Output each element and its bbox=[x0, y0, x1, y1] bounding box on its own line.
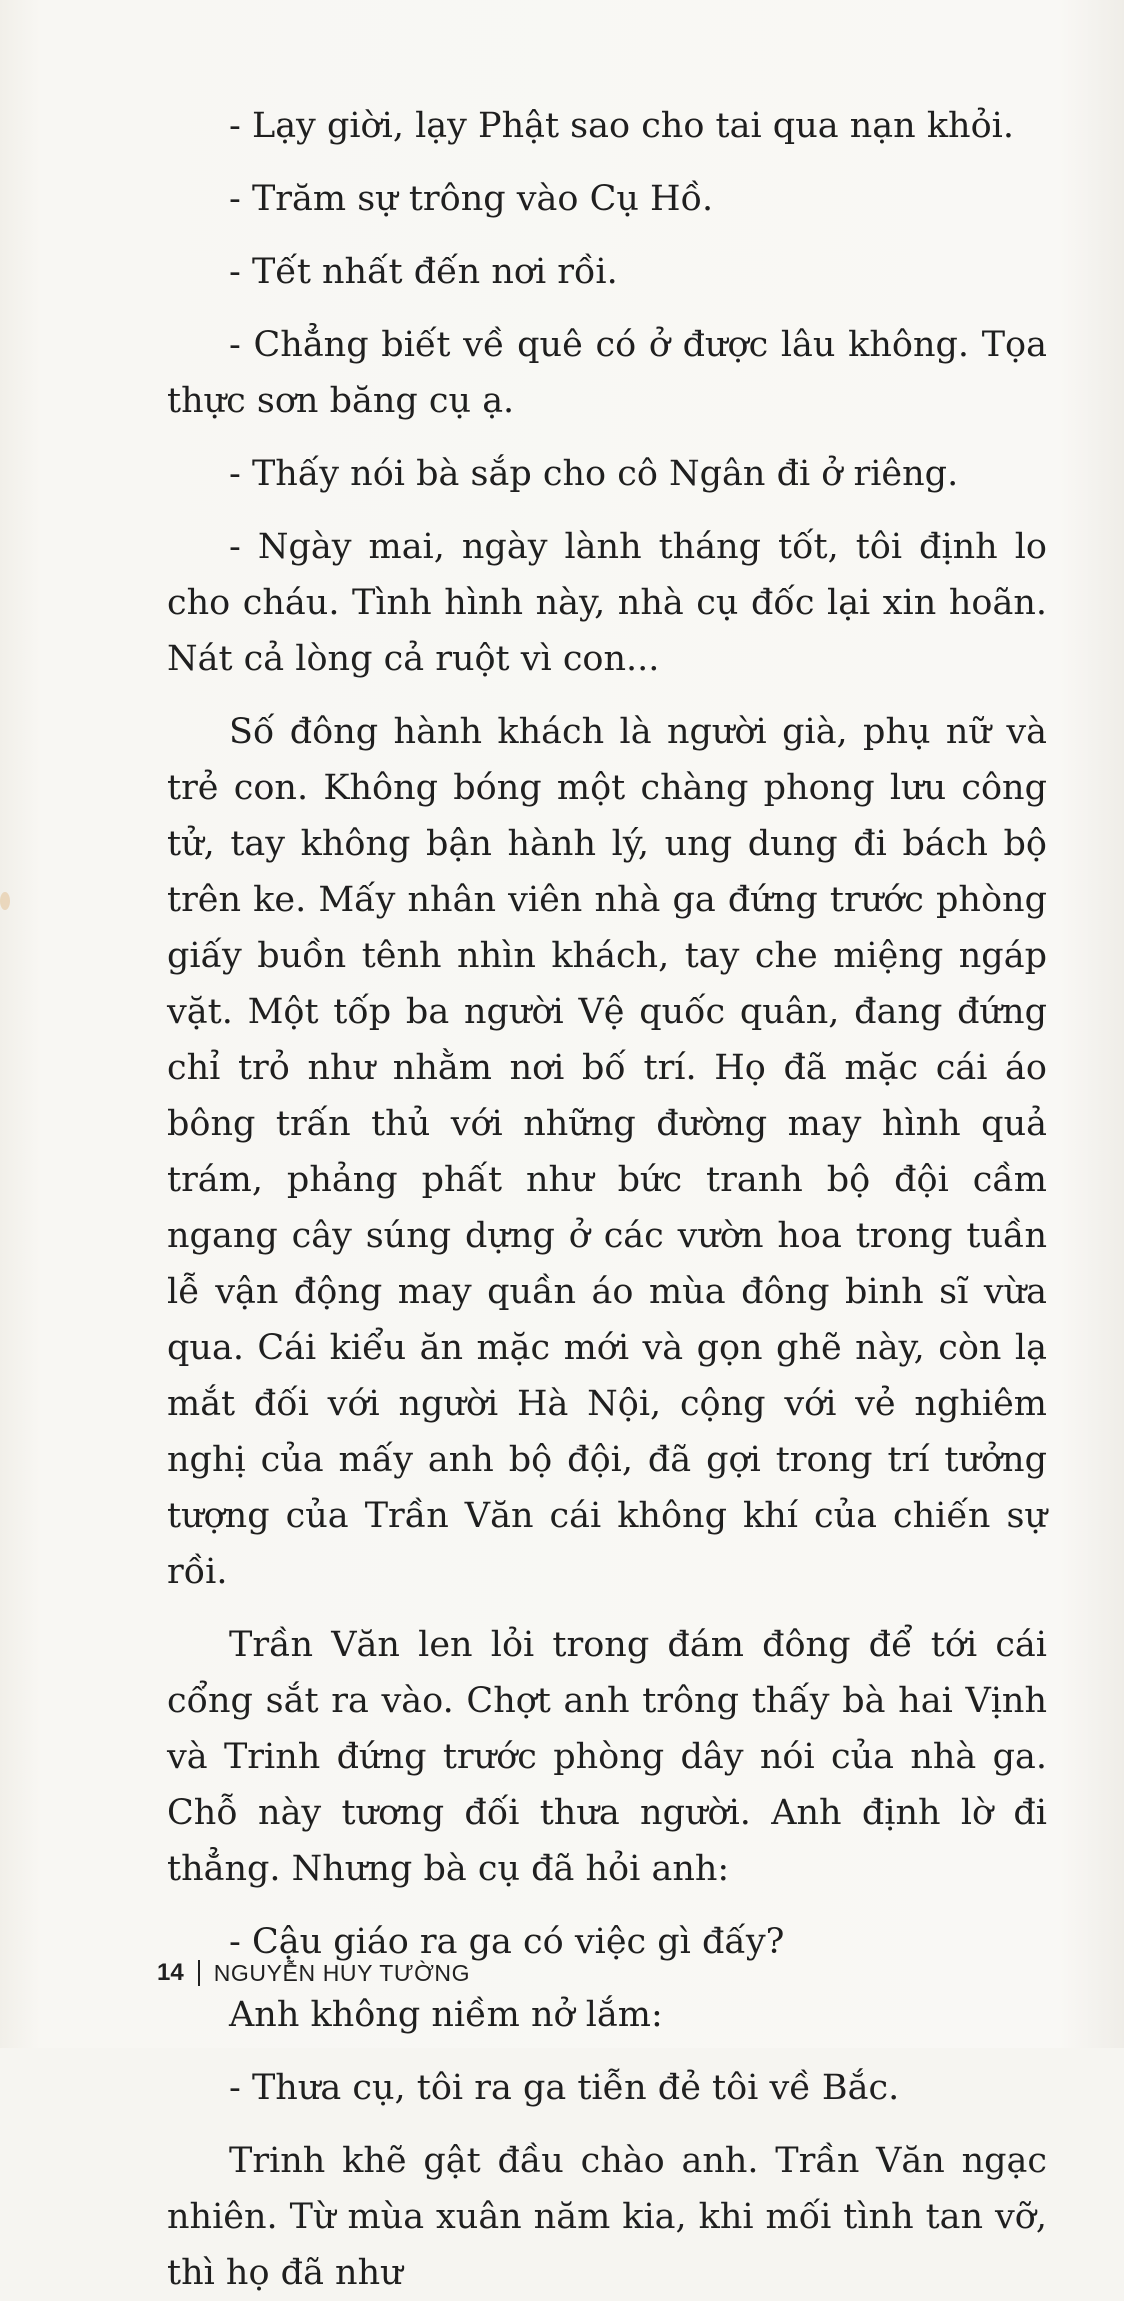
paragraph-2: - Trăm sự trông vào Cụ Hồ. bbox=[229, 179, 714, 219]
paragraph-8: Trần Văn len lỏi trong đám đông để tới cái cổng sắt ra vào. Chợt anh trông thấy bà hai Vịnh và Trinh đứng trước phòng dây nói của nhà ga. Chỗ này tương đối thưa người. Anh định lờ đi thẳng. Nhưng bà cụ đã hỏi anh: bbox=[167, 1625, 1047, 1889]
paragraph-7: Số đông hành khách là người già, phụ nữ và trẻ con. Không bóng một chàng phong lưu công tử, tay không bận hành lý, ung dung đi bách bộ trên ke. Mấy nhân viên nhà ga đứng trước phòng giấy buồn tênh nhìn khách, tay che miệng ngáp vặt. Một tốp ba người Vệ quốc quân, đang đứng chỉ trỏ như nhằm nơi bố trí. Họ đã mặc cái áo bông trấn thủ với những đường may hình quả trám, phảng phất như bức tranh bộ đội cầm ngang cây súng dựng ở các vườn hoa trong tuần lễ vận động may quần áo mùa đông binh sĩ vừa qua. Cái kiểu ăn mặc mới và gọn ghẽ này, còn lạ mắt đối với người Hà Nội, cộng với vẻ nghiêm nghị của mấy anh bộ đội, đã gợi trong trí tưởng tượng của Trần Văn cái không khí của chiến sự rồi. bbox=[167, 712, 1047, 1592]
footer-divider bbox=[198, 1960, 200, 1986]
paragraph-3: - Tết nhất đến nơi rồi. bbox=[229, 252, 618, 292]
page-edge-mark bbox=[0, 892, 10, 910]
page-number: 14 bbox=[157, 1959, 184, 1986]
paragraph-10: Anh không niềm nở lắm: bbox=[229, 1995, 663, 2035]
paragraph-1: - Lạy giời, lạy Phật sao cho tai qua nạn khỏi. bbox=[229, 106, 1014, 146]
paragraph-11: - Thưa cụ, tôi ra ga tiễn đẻ tôi về Bắc. bbox=[229, 2068, 900, 2108]
paragraph-5: - Thấy nói bà sắp cho cô Ngân đi ở riêng. bbox=[229, 454, 959, 494]
paragraph-9: - Cậu giáo ra ga có việc gì đấy? bbox=[229, 1922, 785, 1962]
paragraph-4: - Chẳng biết về quê có ở được lâu không. Tọa thực sơn băng cụ ạ. bbox=[167, 325, 1047, 421]
paragraph-6: - Ngày mai, ngày lành tháng tốt, tôi định lo cho cháu. Tình hình này, nhà cụ đốc lại xin hoãn. Nát cả lòng cả ruột vì con... bbox=[167, 527, 1047, 679]
author-running-head: NGUYỄN HUY TƯỜNG bbox=[213, 1959, 471, 1986]
paragraph-12: Trinh khẽ gật đầu chào anh. Trần Văn ngạc nhiên. Từ mùa xuân năm kia, khi mối tình tan vỡ, thì họ đã như bbox=[167, 2141, 1047, 2293]
page-footer bbox=[157, 1953, 470, 1993]
